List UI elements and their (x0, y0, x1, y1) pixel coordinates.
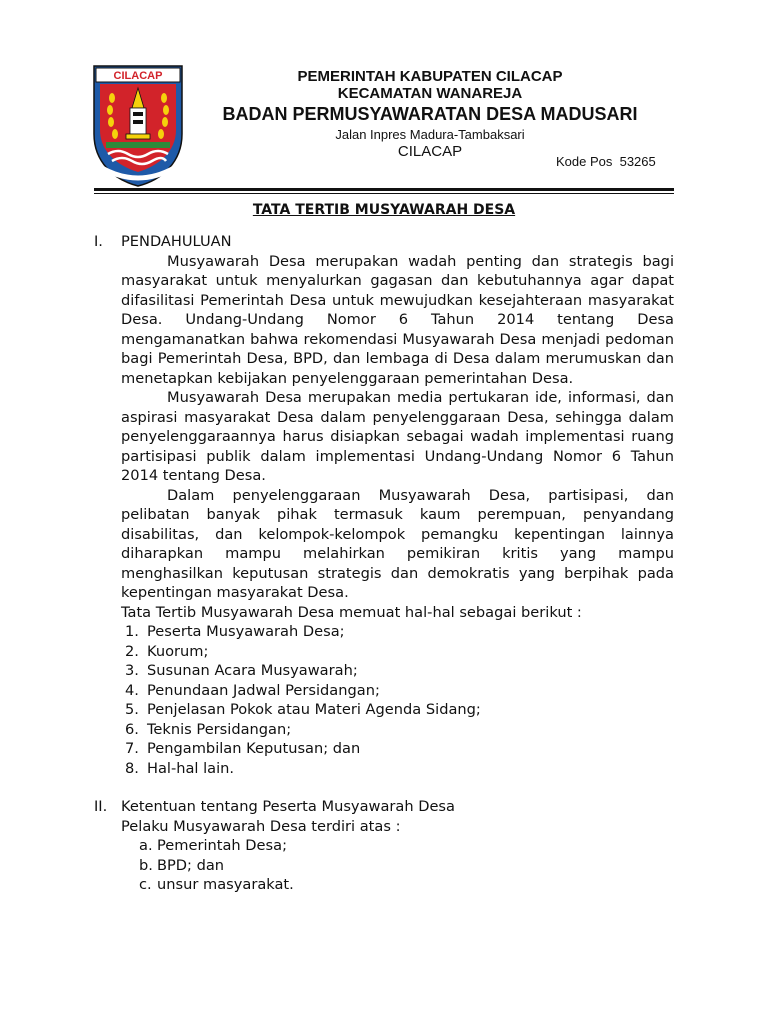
list-text: BPD; dan (157, 856, 225, 874)
list-text: Pemerintah Desa; (157, 837, 287, 854)
list-text: Hal-hal lain. (147, 759, 235, 777)
letterhead-city: CILACAP (397, 143, 463, 160)
list-item (125, 759, 674, 779)
list-letter: b. (139, 856, 153, 874)
section-heading-1 (94, 232, 674, 252)
document-title (94, 200, 674, 220)
participant-list (121, 836, 674, 895)
list-text: Teknis Persidangan; (147, 720, 292, 738)
section-title: PENDAHULUAN (121, 233, 232, 250)
list-text: Pengambilan Keputusan; dan (147, 740, 361, 757)
agenda-list (121, 622, 674, 778)
letterhead-government: PEMERINTAH KABUPATEN CILACAP (297, 68, 563, 85)
list-item (125, 681, 674, 701)
list-text: Kuorum; (147, 642, 209, 660)
list-number: 1. (125, 623, 139, 640)
letterhead (190, 68, 670, 160)
list-letter: c. (139, 876, 152, 893)
list-item (125, 700, 674, 720)
list-number: 3. (125, 662, 139, 679)
list-text: Peserta Musyawarah Desa; (147, 623, 345, 640)
letterhead-institution: BADAN PERMUSYAWARATAN DESA MADUSARI (222, 104, 638, 124)
document-title-text: TATA TERTIB MUSYAWARAH DESA (252, 202, 516, 218)
list-number: 6. (125, 720, 139, 738)
list-item (125, 642, 674, 662)
section-heading-2 (94, 797, 674, 817)
list-text: Susunan Acara Musyawarah; (147, 662, 358, 679)
list-intro: Tata Tertib Musyawarah Desa memuat hal-hal sebagai berikut : (121, 603, 582, 621)
letterhead-rule-thick (94, 188, 674, 191)
list-number: 7. (125, 740, 139, 757)
section-2-content (121, 817, 674, 895)
section-number: I. (94, 233, 103, 250)
list-item (125, 739, 674, 759)
list-item (125, 622, 674, 642)
section-1-content (121, 252, 674, 779)
section-title: Ketentuan tentang Peserta Musyawarah Desa (121, 798, 455, 815)
document-body (94, 232, 674, 895)
list-number: 8. (125, 759, 139, 777)
list-text: unsur masyarakat. (157, 876, 294, 893)
postal-code: Kode Pos 53265 (556, 154, 656, 169)
cilacap-logo (92, 64, 184, 188)
list-item (139, 856, 674, 876)
list-letter: a. (139, 837, 153, 854)
letterhead-rule-thin (94, 193, 674, 194)
letterhead-address: Jalan Inpres Madura-Tambaksari (335, 127, 525, 142)
paragraph: Dalam penyelenggaraan Musyawarah Desa, partisipasi, dan pelibatan banyak pihak termasuk kaum perempuan, penyandang disabilitas, dan kelompok-kelompok pemangku kepentingan lainnya diharapkan mampu melahirkan pemikiran kritis yang mampu menghasilkan keputusan strategis dan demokratis yang berpihak pada kepentingan masyarakat Desa. (121, 486, 674, 601)
list-number: 2. (125, 642, 139, 660)
list-number: 4. (125, 681, 139, 699)
section-intro: Pelaku Musyawarah Desa terdiri atas : (121, 817, 401, 835)
paragraph: Musyawarah Desa merupakan media pertukaran ide, informasi, dan aspirasi masyarakat Desa dalam penyelenggaraan Desa, sehingga dalam penyelenggaraannya harus disiapkan sebagai wadah implementasi ruang partisipasi publik dalam implementasi Undang-Undang Nomor 6 Tahun 2014 tentang Desa. (121, 389, 674, 484)
list-number: 5. (125, 701, 139, 718)
paragraph: Musyawarah Desa merupakan wadah penting dan strategis bagi masyarakat untuk menyalurkan gagasan dan kebutuhannya agar dapat difasilitasi Pemerintah Desa untuk mewujudkan kesejahteraan masyarakat Desa. Undang-Undang Nomor 6 Tahun 2014 tentang Desa mengamanatkan bahwa rekomendasi Musyawarah Desa menjadi pedoman bagi Pemerintah Desa, BPD, dan lembaga di Desa dalam merumuskan dan menetapkan kebijakan penyelenggaraan pemerintahan Desa. (121, 252, 674, 387)
list-item (125, 720, 674, 740)
logo-label: CILACAP (113, 70, 163, 82)
letterhead-district: KECAMATAN WANAREJA (337, 85, 523, 102)
section-spacer (94, 778, 674, 797)
section-number: II. (94, 798, 108, 815)
list-item (139, 836, 674, 856)
list-text: Penundaan Jadwal Persidangan; (147, 681, 380, 699)
list-item (139, 875, 674, 895)
list-text: Penjelasan Pokok atau Materi Agenda Sidang; (147, 701, 481, 718)
list-item (125, 661, 674, 681)
